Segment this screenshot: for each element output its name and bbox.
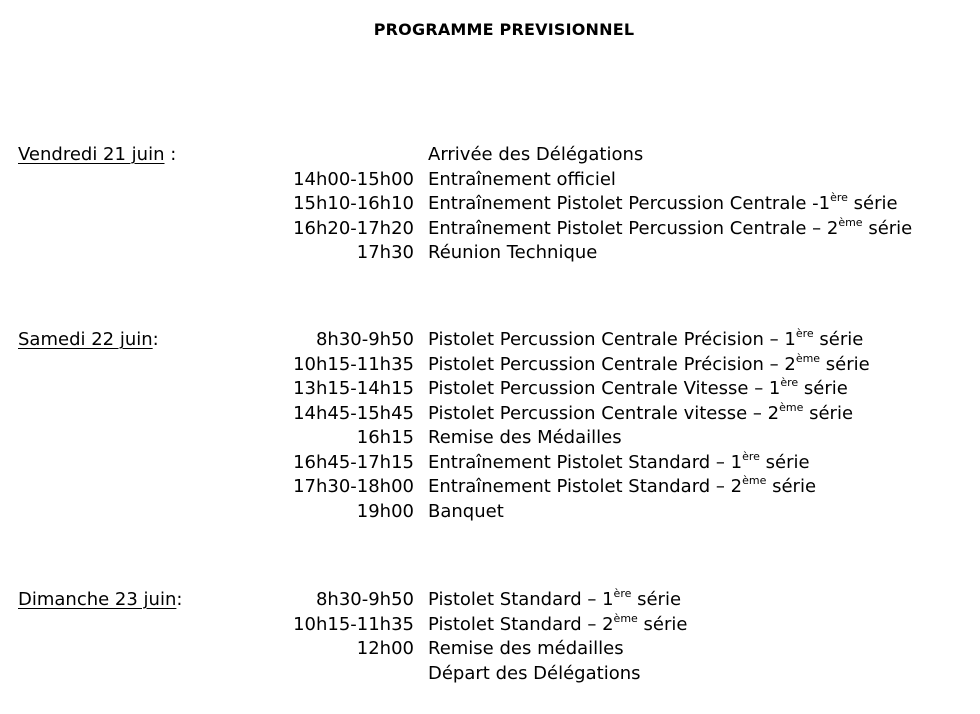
day-section-saturday [0, 328, 980, 524]
time-slot: 10h15-11h35 [293, 613, 414, 635]
page-title: PROGRAMME PREVISIONNEL [373, 20, 635, 39]
time-slot: 10h15-11h35 [293, 353, 414, 375]
schedule-row [0, 377, 980, 402]
event-label: Entraînement officiel [428, 168, 616, 190]
event-label: Banquet [428, 500, 504, 522]
event-label: Réunion Technique [428, 242, 598, 263]
ordinal-suffix: ère [742, 449, 760, 463]
event-label-after: série [862, 217, 913, 239]
event-label: Entraînement Pistolet Percussion Centrale -1 [428, 193, 831, 214]
event-label: Pistolet Standard – 2 [428, 613, 614, 635]
event-label-after: série [803, 402, 854, 424]
schedule-row [0, 402, 980, 427]
time-slot: 17h30-18h00 [293, 476, 414, 497]
day-section-sunday [0, 588, 980, 686]
event-text [428, 402, 853, 426]
event-label: Départ des Délégations [428, 662, 641, 684]
event-text [428, 377, 848, 401]
event-label-after: série [759, 451, 810, 473]
event-label: Pistolet Standard – 1 [428, 589, 614, 610]
event-text [428, 475, 816, 499]
event-label: Remise des médailles [428, 638, 624, 659]
time-slot: 15h10-16h10 [293, 193, 414, 214]
schedule-row [0, 637, 980, 662]
day-label: Samedi 22 juin [18, 329, 153, 350]
event-text [428, 451, 810, 475]
time-slot: 13h15-14h15 [293, 378, 414, 399]
time-slot: 19h00 [356, 500, 414, 522]
schedule-row [0, 451, 980, 476]
event-text [428, 217, 912, 241]
ordinal-suffix: ère [613, 587, 632, 600]
event-label-after: série [820, 353, 870, 375]
event-text [428, 328, 863, 352]
schedule-row [0, 328, 980, 353]
time-slot: 8h30-9h50 [315, 589, 414, 610]
day-label-suffix: : [152, 329, 159, 350]
event-label-after: série [798, 378, 848, 399]
event-label: Arrivée des Délégations [428, 144, 644, 165]
schedule-row [0, 217, 980, 242]
event-label: Pistolet Percussion Centrale Précision – 1 [428, 329, 796, 350]
time-slot: 8h30-9h50 [315, 329, 414, 350]
day-label-suffix: : [176, 589, 183, 610]
schedule-row [0, 353, 980, 378]
event-text [428, 353, 870, 377]
time-slot: 12h00 [356, 638, 414, 659]
ordinal-suffix: ère [830, 191, 848, 204]
time-slot: 16h45-17h15 [293, 451, 414, 473]
event-text [428, 241, 597, 265]
event-text [428, 143, 643, 167]
event-text [428, 637, 624, 661]
event-label: Entraînement Pistolet Percussion Centrale – 2 [428, 217, 839, 239]
event-label: Pistolet Percussion Centrale Vitesse – 1 [428, 378, 781, 399]
event-label-after: série [847, 193, 898, 214]
event-text [428, 588, 681, 612]
event-text [428, 192, 898, 216]
time-slot: 14h45-15h45 [293, 402, 414, 424]
event-label-after: série [766, 476, 817, 497]
event-label: Entraînement Pistolet Standard – 1 [428, 451, 743, 473]
schedule-row [0, 241, 980, 266]
schedule-row [0, 192, 980, 217]
event-label-after: série [637, 613, 688, 635]
day-label-suffix: : [164, 144, 177, 165]
event-label-after: série [813, 329, 864, 350]
event-label: Entraînement Pistolet Standard – 2 [428, 476, 743, 497]
event-text [428, 168, 616, 192]
event-text [428, 426, 622, 450]
ordinal-suffix: ème [795, 351, 821, 365]
ordinal-suffix: ère [780, 376, 799, 389]
ordinal-suffix: ème [742, 474, 767, 487]
event-text [428, 500, 504, 524]
schedule-row [0, 475, 980, 500]
schedule-row [0, 143, 980, 168]
time-slot: 16h15 [356, 427, 414, 448]
day-label: Vendredi 21 juin [18, 144, 165, 165]
event-text [428, 662, 641, 686]
ordinal-suffix: ème [779, 400, 804, 414]
ordinal-suffix: ère [795, 327, 814, 340]
time-slot: 16h20-17h20 [293, 217, 414, 239]
event-label-after: série [631, 589, 682, 610]
schedule-row [0, 662, 980, 687]
event-label: Pistolet Percussion Centrale vitesse – 2 [428, 402, 780, 424]
time-slot: 14h00-15h00 [293, 168, 414, 190]
event-label: Remise des Médailles [428, 427, 622, 448]
ordinal-suffix: ème [838, 215, 863, 229]
day-section-friday [0, 143, 980, 266]
day-label: Dimanche 23 juin [18, 589, 177, 610]
event-text [428, 613, 687, 637]
time-slot: 17h30 [356, 242, 414, 263]
schedule-row [0, 588, 980, 613]
schedule-row [0, 426, 980, 451]
event-label: Pistolet Percussion Centrale Précision – 2 [428, 353, 796, 375]
schedule-row [0, 500, 980, 525]
ordinal-suffix: ème [613, 611, 638, 625]
schedule-row [0, 168, 980, 193]
schedule-row [0, 613, 980, 638]
